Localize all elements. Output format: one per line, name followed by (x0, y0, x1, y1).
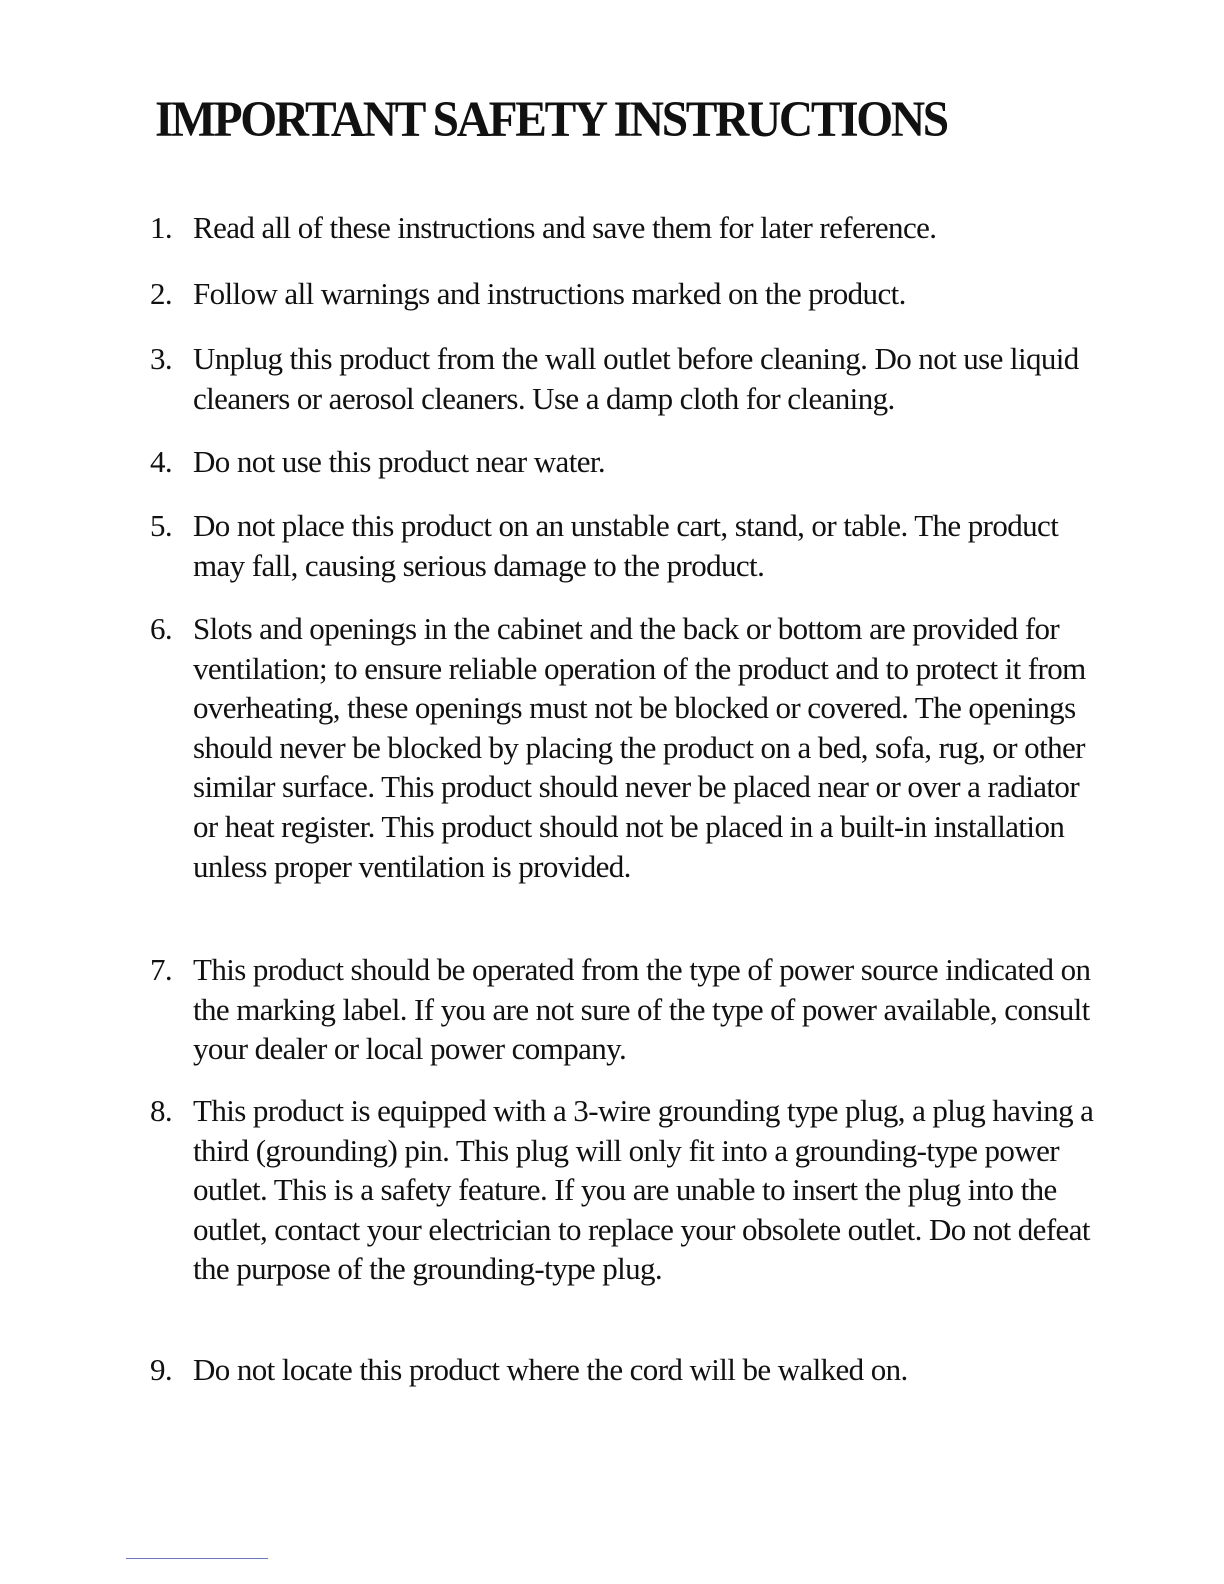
list-item (150, 506, 1110, 585)
item-number: 4. (150, 444, 173, 479)
item-number: 3. (150, 341, 173, 376)
item-text: Read all of these instructions and save them for later reference. (193, 210, 937, 245)
item-number: 6. (150, 611, 173, 646)
item-text: Unplug this product from the wall outlet before cleaning. Do not use liquid cleaners or aerosol cleaners. Use a damp cloth for cleaning. (193, 341, 1079, 416)
item-number: 7. (150, 952, 173, 987)
item-number: 1. (150, 210, 173, 245)
list-item (150, 1350, 1110, 1390)
list-item (150, 1091, 1110, 1289)
item-text: Do not locate this product where the cord will be walked on. (193, 1352, 908, 1387)
list-item (150, 274, 1110, 314)
item-number: 2. (150, 276, 173, 311)
item-number: 8. (150, 1093, 173, 1128)
list-item (150, 208, 1110, 248)
list-item (150, 950, 1110, 1069)
page-title: IMPORTANT SAFETY INSTRUCTIONS (155, 92, 947, 148)
item-text: Do not use this product near water. (193, 444, 606, 479)
list-item (150, 442, 1110, 482)
item-text: Do not place this product on an unstable cart, stand, or table. The product may fall, causing serious damage to the product. (193, 508, 1059, 583)
footer-divider (126, 1558, 268, 1559)
list-item (150, 609, 1110, 886)
item-text: This product is equipped with a 3-wire grounding type plug, a plug having a third (grounding) pin. This plug will only fit into a grounding-type power outlet. This is a safety feature. If you are unable to insert the plug into the outlet, contact your electrician to replace your obsolete outlet. Do not defeat the purpose of the grounding-type plug. (193, 1093, 1094, 1287)
item-text: Follow all warnings and instructions marked on the product. (193, 276, 906, 311)
item-number: 5. (150, 508, 173, 543)
item-text: Slots and openings in the cabinet and the back or bottom are provided for ventilation; to ensure reliable operation of the product and to protect it from overheating, these openings must not be blocked or covered. The openings should never be blocked by placing the product on a bed, sofa, rug, or other similar surface. This product should never be placed near or over a radiator or heat register. This product should not be placed in a built-in installation unless proper ventilation is provided. (193, 611, 1086, 884)
item-text: This product should be operated from the type of power source indicated on the marking label. If you are not sure of the type of power available, consult your dealer or local power company. (193, 952, 1091, 1067)
list-item (150, 339, 1110, 418)
item-number: 9. (150, 1352, 173, 1387)
